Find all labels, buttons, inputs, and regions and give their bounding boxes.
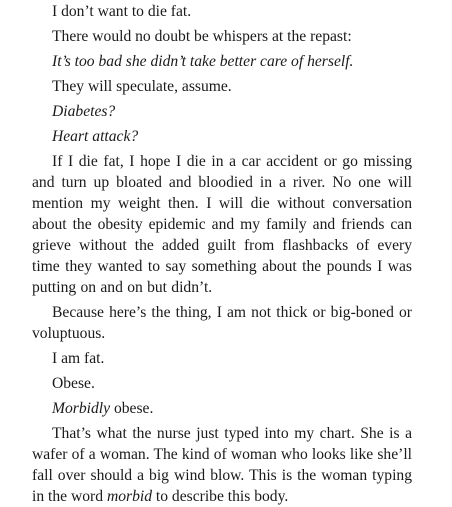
paragraph-text-italic: Diabetes? [52,103,116,120]
paragraph-not-thick [32,302,412,344]
paragraph-text-italic: morbid [106,488,152,505]
paragraph-text: Obese. [52,375,95,392]
paragraph-too-bad [32,51,412,72]
paragraph-text: Because here’s the thing, I am not thick or big-boned or voluptuous. [32,304,412,342]
paragraph-obese [32,373,412,394]
paragraph-text: If I die fat, I hope I die in a car accident or go missing and turn up bloated and bloodied in a river. No one will mention my weight then. I will die without conversation about the obesity epidemic and my family and friends can grieve without the added guilt from flashbacks of every time they wanted to say something about the pounds I was putting on and on but didn’t. [32,153,412,296]
paragraph-die-fat [32,1,412,22]
paragraph-text: to describe this body. [152,488,289,505]
paragraph-heart-attack [32,126,412,147]
paragraph-text: They will speculate, assume. [52,78,232,95]
paragraph-text-italic: Morbidly [52,400,111,417]
paragraph-text-italic: It’s too bad she didn’t take better care of herself. [52,53,354,70]
paragraph-text: That’s what the nurse just typed into my chart. She is a wafer of a woman. The kind of woman who looks like she’ll fall over should a big wind blow. This is the woman typing in the word [32,425,412,505]
paragraph-text: I don’t want to die fat. [52,3,192,20]
paragraph-morbidly-obese [32,398,412,419]
paragraph-text-italic: Heart attack? [52,128,139,145]
paragraph-diabetes [32,101,412,122]
paragraph-nurse [32,423,412,507]
paragraph-i-am-fat [32,348,412,369]
paragraph-text: There would no doubt be whispers at the repast: [52,28,352,45]
paragraph-car-accident [32,151,412,298]
paragraph-speculate [32,76,412,97]
paragraph-text: I am fat. [52,350,105,367]
paragraph-text: obese. [110,400,154,417]
paragraph-whispers [32,26,412,47]
